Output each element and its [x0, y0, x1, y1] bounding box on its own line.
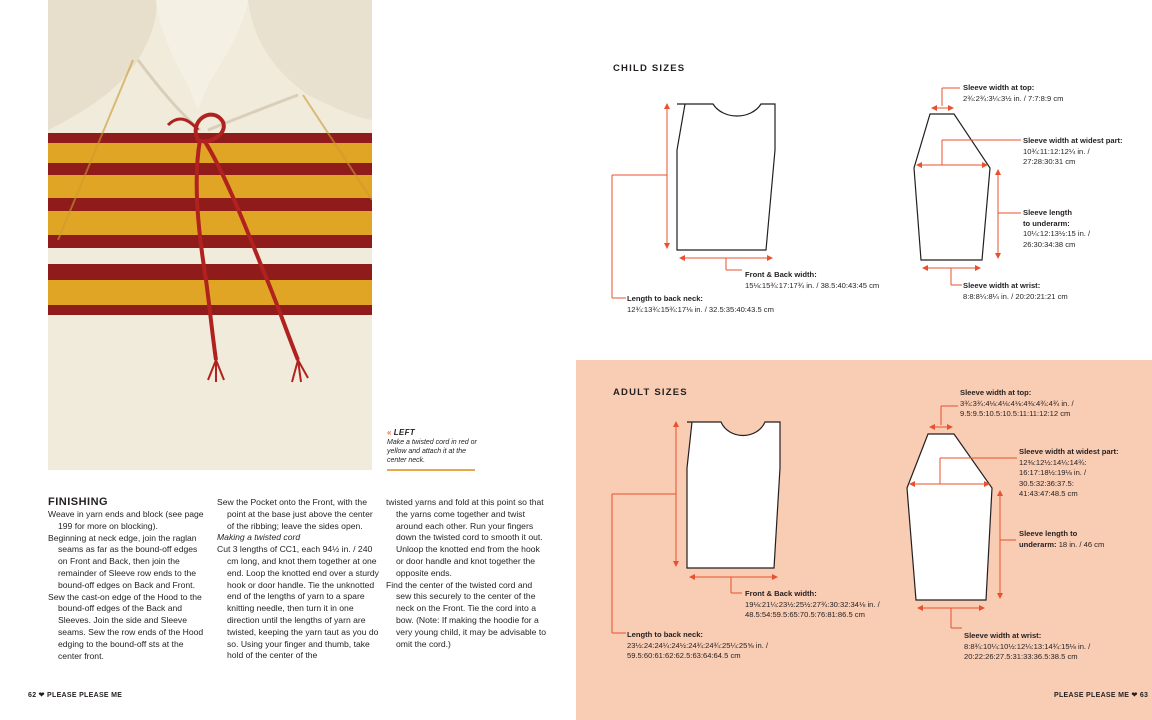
finishing-column-2: [217, 497, 380, 662]
photo-caption: [387, 428, 477, 471]
adult-sleeve-schematic: [907, 434, 992, 600]
child-sleeve-top-label: Sleeve width at top: 2¾:2¾:3¼:3½ in. / 7:7:8:9 cm: [963, 83, 1064, 103]
page-folio-right: PLEASE PLEASE ME ❤ 63: [1054, 692, 1149, 699]
paragraph: Weave in yarn ends and block (see page 199 for more on blocking).: [48, 509, 204, 531]
adult-back-width-label: Front & Back width: 19⅛:21¼:23½:25½:27¾:30:32:34⅛ in. / 48.5:54:59.5:65:70.5:76:81:86.5 cm: [745, 589, 880, 619]
page-folio-left: 62 ❤ PLEASE PLEASE ME: [28, 692, 123, 699]
double-chevron-left-icon: «: [387, 428, 392, 437]
child-sleeve-length-label: Sleeve length to underarm: 10¼:12:13½:15 in. / 26:30:34:38 cm: [1023, 208, 1091, 249]
paragraph: Sew the Pocket onto the Front, with the point at the base just above the center of the ribbing; leave the sides open.: [217, 497, 373, 531]
adult-sizes-heading: ADULT SIZES: [613, 387, 688, 398]
child-sleeve-schematic: [914, 114, 990, 260]
adult-sleeve-top-label: Sleeve width at top: 3¾:3¾:4⅛:4⅛:4⅛:4⅜:4¾:4¾ in. / 9.5:9.5:10.5:10.5:11:11:12:12 cm: [960, 388, 1074, 418]
finishing-heading: FINISHING: [48, 496, 109, 508]
paragraph: Find the center of the twisted cord and sew this securely to the center of the neck on the Front. Tie the cord into a bow. (Note: If making the hoodie for a very young child, it may be advisable to omit the cord.): [386, 579, 546, 649]
child-sizes-heading: CHILD SIZES: [613, 63, 686, 74]
adult-back-length-label: Length to back neck: 23½:24:24¼:24½:24¾:24¾:25¼:25⅝ in. / 59.5:60:61:62:62.5:63:64:64.5 cm: [627, 630, 769, 660]
finishing-column-3: [386, 497, 546, 650]
child-back-length-label: Length to back neck: 12¾:13¾:15¾:17⅛ in. / 32.5:35:40:43.5 cm: [627, 294, 774, 314]
adult-sleeve-wrist-label: Sleeve width at wrist: 8:8¾:10¼:10½:12¼:13:14¾:15⅛ in. / 20:22:26:27.5:31:33:36.5:38.5 cm: [964, 631, 1091, 661]
caption-text: Make a twisted cord in red or yellow and attach it at the center neck.: [387, 439, 477, 464]
child-sleeve-wrist-label: Sleeve width at wrist: 8:8:8¼:8¼ in. / 20:20:21:21 cm: [963, 281, 1068, 301]
subheading-twisted-cord: Making a twisted cord: [217, 532, 301, 543]
caption-rule: [387, 469, 475, 471]
child-back-width-label: Front & Back width: 15⅛:15¾:17:17¾ in. / 38.5:40:43:45 cm: [745, 270, 880, 290]
paragraph: twisted yarns and fold at this point so that the yarns come together and twist around each other. Run your fingers down the twisted cord to smooth it out. Unloop the knotted end from the hook or door handle and knot together the opposite ends.: [386, 497, 544, 578]
adult-body-schematic: [687, 422, 780, 568]
paragraph: Beginning at neck edge, join the raglan seams as far as the bound-off edges on Front and Back, then join the remainder of Sleeve row ends to the bound-off edges on Back and Front.: [48, 532, 198, 590]
child-body-schematic: [677, 104, 775, 250]
adult-sleeve-widest-label: Sleeve width at widest part: 12⅜:12½:14¼:14¾: 16:17:18½:19⅛ in. / 30.5:32:36:37.5: 41:43:47:48.5 cm: [1019, 447, 1119, 498]
paragraph: Sew the cast-on edge of the Hood to the bound-off edges of the Back and Sleeves. Join the side and Sleeve seams. Sew the row ends of the Hood edging to the bound-off sts at the center front.: [48, 591, 204, 661]
child-sleeve-widest-label: Sleeve width at widest part: 10¾:11:12:12¼ in. / 27:28:30:31 cm: [1023, 136, 1123, 166]
caption-heading: « LEFT: [387, 428, 415, 437]
adult-sleeve-length-label: Sleeve length to underarm: 18 in. / 46 cm: [1019, 529, 1105, 549]
paragraph: Cut 3 lengths of CC1, each 94½ in. / 240 cm long, and knot them together at one end. Loop the knotted end over a sturdy hook or door handle. Tie the unknotted end of the lengths of yarn to a spare knitting needle, then turn it in one direction until the lengths of yarn are twisted, keeping the yarn taut as you do so. Using your finger and thumb, take hold of the center of the: [217, 544, 379, 661]
knitted-sweater-image: [48, 0, 372, 470]
sweater-photo: [48, 0, 372, 470]
finishing-column-1: [48, 509, 208, 662]
